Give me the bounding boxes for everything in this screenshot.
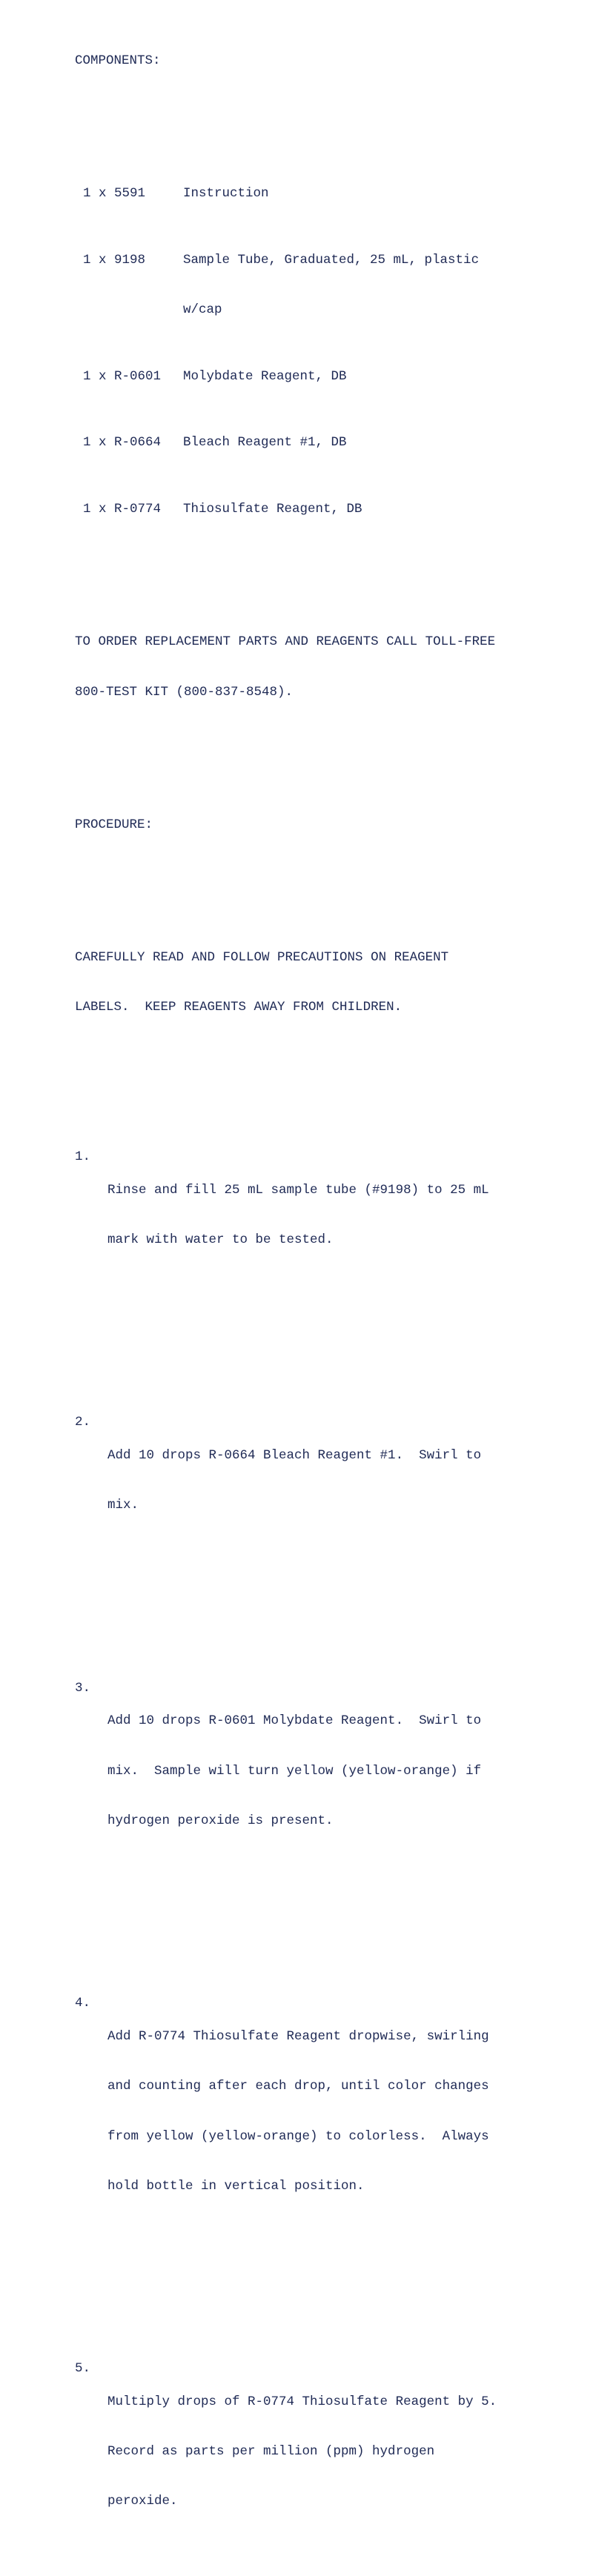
step-number: 3. xyxy=(75,1680,91,1696)
instruction-sheet xyxy=(75,3,586,2576)
procedure-step xyxy=(75,1995,586,2228)
step-line: mix. Sample will turn yellow (yellow-orange) if xyxy=(107,1763,482,1779)
spacer xyxy=(75,1066,586,1082)
order-phone-line: 800-TEST KIT (800-837-8548). xyxy=(75,684,294,700)
step-text xyxy=(107,1414,586,1547)
step-number: 1. xyxy=(75,1149,91,1164)
step-line: from yellow (yellow-orange) to colorless. Always xyxy=(107,2128,489,2144)
component-code: 1 x 5591 xyxy=(83,186,146,202)
order-info-line: TO ORDER REPLACEMENT PARTS AND REAGENTS CALL TOLL-FREE xyxy=(75,634,496,650)
spacer xyxy=(75,1331,586,1347)
step-line: hold bottle in vertical position. xyxy=(107,2178,365,2194)
component-item xyxy=(75,252,586,268)
component-item xyxy=(75,185,586,202)
component-code: 1 x R-0601 xyxy=(83,368,162,384)
step-line: mark with water to be tested. xyxy=(107,1232,334,1247)
component-description: Thiosulfate Reagent, DB xyxy=(183,502,362,517)
component-item xyxy=(75,501,586,517)
step-line: peroxide. xyxy=(107,2494,178,2509)
step-line: Add 10 drops R-0664 Bleach Reagent #1. Swirl to xyxy=(107,1448,482,1464)
component-code: 1 x R-0774 xyxy=(83,502,162,517)
procedure-step xyxy=(75,1414,586,1547)
step-number: 4. xyxy=(75,1996,91,2011)
component-description: Molybdate Reagent, DB xyxy=(183,368,347,384)
procedure-heading: PROCEDURE: xyxy=(75,817,153,832)
spacer xyxy=(75,102,586,119)
warning-line: LABELS. KEEP REAGENTS AWAY FROM CHILDREN. xyxy=(75,1000,402,1015)
spacer xyxy=(75,2277,586,2294)
components-heading: COMPONENTS: xyxy=(75,53,161,69)
warning-line: CAREFULLY READ AND FOLLOW PRECAUTIONS ON REAGENT xyxy=(75,949,449,965)
procedure-step xyxy=(75,1680,586,1862)
spacer xyxy=(75,1597,586,1613)
component-description-continued: w/cap xyxy=(183,302,222,318)
step-text xyxy=(107,2360,586,2543)
component-description: Instruction xyxy=(183,186,269,202)
step-line: Multiply drops of R-0774 Thiosulfate Reagent by 5. xyxy=(107,2394,497,2409)
procedure-step xyxy=(75,1149,586,1281)
step-text xyxy=(107,1995,586,2228)
step-number: 2. xyxy=(75,1415,91,1430)
spacer xyxy=(75,750,586,766)
spacer xyxy=(75,1912,586,1928)
component-code: 1 x R-0664 xyxy=(83,435,162,451)
procedure-step xyxy=(75,2360,586,2543)
component-item xyxy=(75,368,586,385)
step-line: Add R-0774 Thiosulfate Reagent dropwise, swirling xyxy=(107,2029,489,2045)
component-description: Bleach Reagent #1, DB xyxy=(183,435,347,451)
step-number: 5. xyxy=(75,2361,91,2377)
step-text xyxy=(107,1680,586,1862)
spacer xyxy=(75,883,586,899)
step-line: Record as parts per million (ppm) hydrogen xyxy=(107,2444,435,2460)
step-text xyxy=(107,1149,586,1281)
step-line: hydrogen peroxide is present. xyxy=(107,1813,334,1828)
component-code: 1 x 9198 xyxy=(83,253,146,268)
step-line: and counting after each drop, until color changes xyxy=(107,2079,489,2094)
component-item xyxy=(75,434,586,451)
step-line: mix. xyxy=(107,1498,139,1513)
step-line: Add 10 drops R-0601 Molybdate Reagent. Swirl to xyxy=(107,1713,482,1729)
step-line: Rinse and fill 25 mL sample tube (#9198) to 25 mL xyxy=(107,1182,489,1198)
spacer xyxy=(75,568,586,584)
component-description: Sample Tube, Graduated, 25 mL, plastic xyxy=(183,253,480,268)
